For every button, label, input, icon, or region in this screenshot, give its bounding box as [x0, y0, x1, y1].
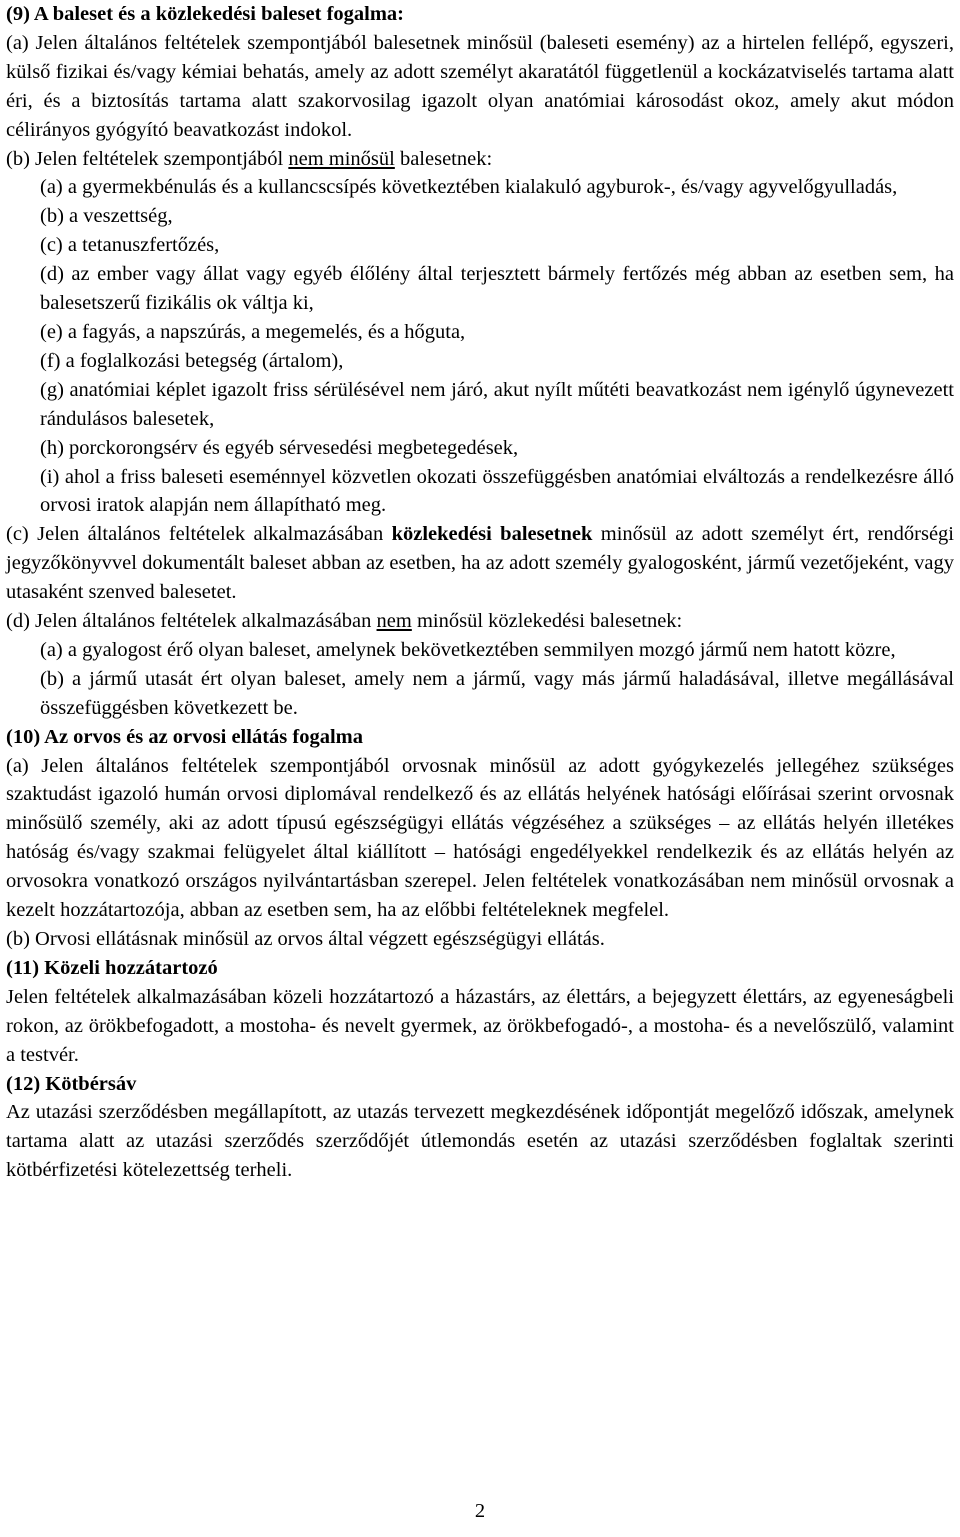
section-9-heading: (9) A baleset és a közlekedési baleset fogalma: — [6, 3, 404, 25]
list-item: (h) porckorongsérv és egyéb sérvesedési megbetegedések, — [40, 436, 519, 459]
list-item: (d) az ember vagy állat vagy egyéb élőlény által terjesztett bármely fertőzés még abban az esetben sem, ha balesetszerű fizikális ok váltja ki, — [40, 263, 954, 315]
text-run: balesetnek: — [394, 147, 493, 170]
section-9-paragraph-d — [6, 607, 954, 636]
underlined-text: nem — [376, 610, 412, 633]
section-9-paragraph-a: (a) Jelen általános feltételek szempontjából balesetnek minősül (baleseti esemény) az a hirtelen fellépő, egyszeri, külső fizikai és/vagy kémiai behatás, amely az adott személyt akaratától függetlenül a kockázatviselés tartama alatt éri, és a biztosítás tartama alatt szakorvosilag igazolt olyan anatómiai károsodást okoz, amely akut módon célirányos gyógyító beavatkozást indokol. — [6, 31, 954, 141]
text-run: minősül az adott személyt ért, rendőrségi jegyzőkönyvvel dokumentált baleset abban az esetben, ha az adott személy gyalogosként, jármű vezetőjeként, vagy utasaként szenved balesetet. — [6, 523, 955, 604]
section-11-paragraph: Jelen feltételek alkalmazásában közeli hozzátartozó a házastárs, az élettárs, a bejegyzett élettárs, az egyeneságbeli rokon, az örökbefogadott, a mostoha- és nevelt gyermek, az örökbefogadó-, a mostoha- és a nevelőszülő, valamint a testvér. — [6, 985, 954, 1066]
list-item: (i) ahol a friss baleseti eseménnyel közvetlen okozati összefüggésben anatómiai elváltozás a rendelkezésre álló orvosi iratok alapján nem állapítható meg. — [40, 465, 954, 517]
list-item: (a) a gyalogost érő olyan baleset, amelynek bekövetkeztében semmilyen mozgó jármű nem hatott közre, — [40, 638, 896, 661]
section-10-paragraph-a: (a) Jelen általános feltételek szempontjából orvosnak minősül az adott gyógykezelés jellegéhez szükséges szaktudást igazoló humán orvosi diplomával rendelkező és az ellátás helyének hatósági előírásai szerint orvosnak minősülő személy, aki az adott típusú egészségügyi ellátás végzéséhez a szükséges – az ellátás helyén illetékes hatóság és/vagy szakmai felügyelet által kiállított – hatósági engedélyekkel rendelkezik és az ellátás helyén az orvosokra vonatkozó országos nyilvántartásban szerepel. Jelen feltételek vonatkozásában nem minősül orvosnak a kezelt hozzátartozója, abban az esetben sem, ha az előbbi feltételeknek megfelel. — [6, 754, 954, 922]
text-run: (b) Jelen feltételek szempontjából — [6, 147, 289, 170]
list-item: (e) a fagyás, a napszúrás, a megemelés, és a hőguta, — [40, 320, 466, 343]
list-item: (b) a jármű utasát ért olyan baleset, amely nem a jármű, vagy más jármű haladásával, illetve megállásával összefüggésben következett be. — [40, 667, 954, 719]
document-body — [6, 0, 954, 1185]
section-9-paragraph-c — [6, 520, 954, 607]
list-item: (g) anatómiai képlet igazolt friss sérülésével nem járó, akut nyílt műtéti beavatkozást nem igénylő úgynevezett rándulásos balesetek, — [40, 378, 954, 430]
list-item: (c) a tetanuszfertőzés, — [40, 234, 220, 257]
page-number: 2 — [474, 1500, 486, 1522]
section-10-paragraph-b: (b) Orvosi ellátásnak minősül az orvos által végzett egészségügyi ellátás. — [6, 928, 605, 950]
section-12-paragraph: Az utazási szerződésben megállapított, az utazás tervezett megkezdésének időpontját megelőző időszak, amelynek tartama alatt az utazási szerződés szerződőjét útlemondás esetén az utazási szerződésben foglaltak szerinti kötbérfizetési kötelezettség terheli. — [6, 1101, 954, 1182]
list-item: (a) a gyermekbénulás és a kullancscsípés következtében kialakuló agyburok-, és/vagy agyvelőgyulladás, — [40, 176, 898, 199]
list-item: (b) a veszettség, — [40, 205, 173, 228]
list-item: (f) a foglalkozási betegség (ártalom), — [40, 349, 344, 372]
section-11-heading: (11) Közeli hozzátartozó — [6, 956, 218, 979]
bold-text: közlekedési balesetnek — [391, 523, 593, 546]
underlined-text: nem minősül — [288, 147, 395, 170]
section-9-paragraph-b — [6, 145, 954, 174]
text-run: minősül közlekedési balesetnek: — [411, 610, 683, 633]
section-12-heading: (12) Kötbérsáv — [6, 1072, 137, 1095]
section-10-heading: (10) Az orvos és az orvosi ellátás fogalma — [6, 725, 363, 748]
text-run: (c) Jelen általános feltételek alkalmazásában — [6, 523, 392, 546]
text-run: (d) Jelen általános feltételek alkalmazásában — [6, 610, 377, 633]
